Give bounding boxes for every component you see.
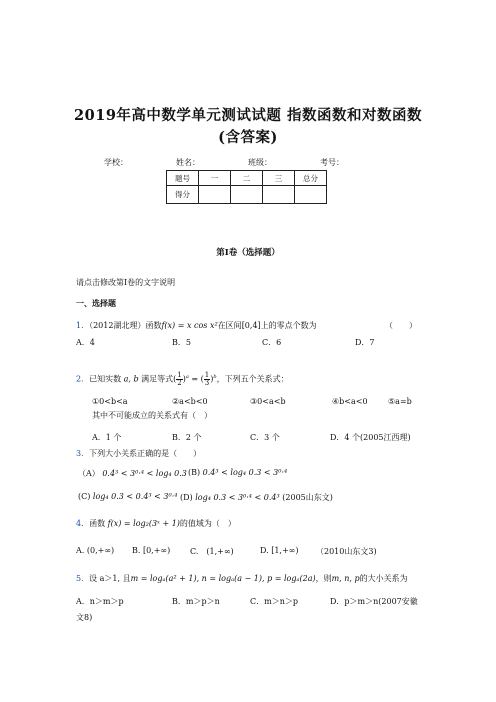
exponent: b — [213, 373, 217, 380]
source-note: （2010山东文3) — [316, 547, 377, 556]
math-formula: m = logₐ(a² + 1), n = logₐ(a − 1), p = logₐ(2a) — [130, 574, 316, 583]
school-label: 学校： — [104, 158, 128, 167]
math-formula: a, b — [123, 374, 139, 384]
part-title: 一、选择题 — [76, 298, 116, 308]
math-formula: log₄ 0.3 < 3⁰·⁴ < 0.4³ — [195, 493, 280, 502]
option-c: C．m＞n＞p — [250, 597, 298, 606]
option-d: D．p＞m＞n(2007安徽 — [330, 597, 418, 606]
option-c — [78, 492, 177, 501]
question-text: 满足等式 — [141, 374, 174, 384]
question-4-stem — [76, 518, 236, 529]
score-cell — [231, 186, 263, 204]
option-d: D. [1,+∞) — [260, 546, 299, 555]
number-label: 考号： — [320, 158, 344, 167]
score-table-score-row — [167, 186, 327, 204]
relation-2: ②a<b<0 — [172, 397, 208, 406]
score-table-header-row — [167, 171, 327, 186]
score-table-header-cell: 一 — [199, 171, 231, 186]
exponent: a — [185, 373, 189, 380]
option-b: B．2 个 — [172, 433, 202, 442]
question-number: 4． — [76, 519, 90, 528]
math-formula: 0.4³ < log₄ 0.3 < 3⁰·⁴ — [202, 468, 288, 477]
question-number: 3． — [76, 449, 90, 458]
question-text: ，下列五个关系式： — [216, 374, 289, 384]
option-label: (D) — [180, 493, 193, 502]
instruction-text: 请点击修改第I卷的文字说明 — [76, 278, 176, 287]
question-text: （2012湖北理）函数 — [89, 321, 162, 330]
question-5-stem — [76, 573, 408, 584]
option-a: A．4 — [76, 338, 95, 347]
option-b: B．m＞p＞n — [172, 597, 220, 606]
score-table-header-cell: 题号 — [167, 171, 199, 186]
question-text: 函数 — [89, 519, 106, 528]
score-table-header-cell: 三 — [263, 171, 295, 186]
math-formula: 0.4³ < 3⁰·⁴ < log₄ 0.3 — [102, 469, 187, 478]
question-number: 5． — [76, 574, 90, 583]
question-2-substem: 其中不可能成立的关系式有（ ） — [92, 411, 212, 420]
question-text: ，则 — [315, 574, 332, 583]
question-text: 的值域为（ ） — [179, 519, 236, 528]
option-c: C．6 — [262, 338, 282, 347]
option-label: （A） — [78, 469, 100, 478]
question-number: 1． — [76, 321, 90, 330]
score-cell — [295, 186, 327, 204]
option-d: D．7 — [355, 338, 375, 347]
option-b: B. [0,+∞) — [132, 546, 171, 555]
math-formula: log₄ 0.3 < 0.4³ < 3⁰·⁴ — [92, 492, 178, 501]
question-5-continuation: 文8) — [76, 613, 93, 622]
option-label: (C) — [78, 492, 91, 501]
math-formula: f(x) = x cos x² — [161, 321, 218, 330]
math-formula: m, n, p — [331, 574, 360, 583]
option-b — [188, 468, 287, 477]
option-c: C．3 个 — [250, 433, 280, 442]
question-text: 在区间 — [217, 321, 242, 330]
name-label: 姓名： — [176, 158, 200, 167]
question-number: 2． — [76, 374, 90, 384]
option-a — [78, 468, 187, 479]
score-table-header-cell: 二 — [231, 171, 263, 186]
option-c: C. (1,+∞) — [190, 547, 234, 556]
question-text: 设 a＞1, 且 — [89, 574, 131, 583]
option-a: A．n＞m＞p — [76, 597, 124, 606]
relation-3: ③0<a<b — [250, 397, 286, 406]
class-label: 班级： — [248, 158, 272, 167]
equals-sign: = — [191, 374, 199, 384]
relation-1: ①0<b<a — [92, 397, 128, 406]
score-cell — [263, 186, 295, 204]
question-text: 的大小关系为 — [359, 574, 408, 583]
option-a: A．1 个 — [92, 433, 122, 442]
question-1-stem — [76, 320, 317, 331]
option-d — [180, 492, 333, 503]
score-table-row-label: 得分 — [167, 186, 199, 204]
answer-paren: （ ） — [385, 321, 417, 330]
question-text: 已知实数 — [89, 374, 122, 384]
question-2-stem: 2．已知实数 a, b 满足等式( $\frac{1}{2}$ )$^a$ = ( $\frac{1}{3}$ )$^b$，下列五个关系式： — [76, 371, 289, 387]
source-note: (2005山东文) — [282, 493, 333, 502]
question-3-stem — [76, 448, 201, 459]
relation-5: ⑤a=b — [388, 397, 412, 406]
math-formula: f(x) = log₂(3ˣ + 1) — [107, 519, 180, 528]
score-table-header-cell: 总分 — [295, 171, 327, 186]
section-title: 第I卷（选择题） — [216, 248, 280, 258]
fraction: $\frac{1}{2}$ — [177, 371, 182, 387]
option-a: A. (0,+∞) — [76, 546, 115, 555]
option-b: B．5 — [172, 338, 191, 347]
score-cell — [199, 186, 231, 204]
document-title: 2019年高中数学单元测试试题 指数函数和对数函数 — [74, 107, 422, 124]
relation-4: ④b<a<0 — [332, 397, 368, 406]
option-d: D．4 个(2005江西理) — [330, 433, 411, 442]
question-text: 下列大小关系正确的是（ ） — [89, 449, 202, 458]
question-text: 上的零点个数为 — [260, 321, 317, 330]
fraction: $\frac{1}{3}$ — [204, 371, 210, 387]
document-subtitle: (含答案) — [218, 129, 278, 146]
option-label: (B) — [188, 468, 201, 477]
score-table — [166, 170, 327, 204]
math-formula: [0,4] — [241, 321, 261, 330]
